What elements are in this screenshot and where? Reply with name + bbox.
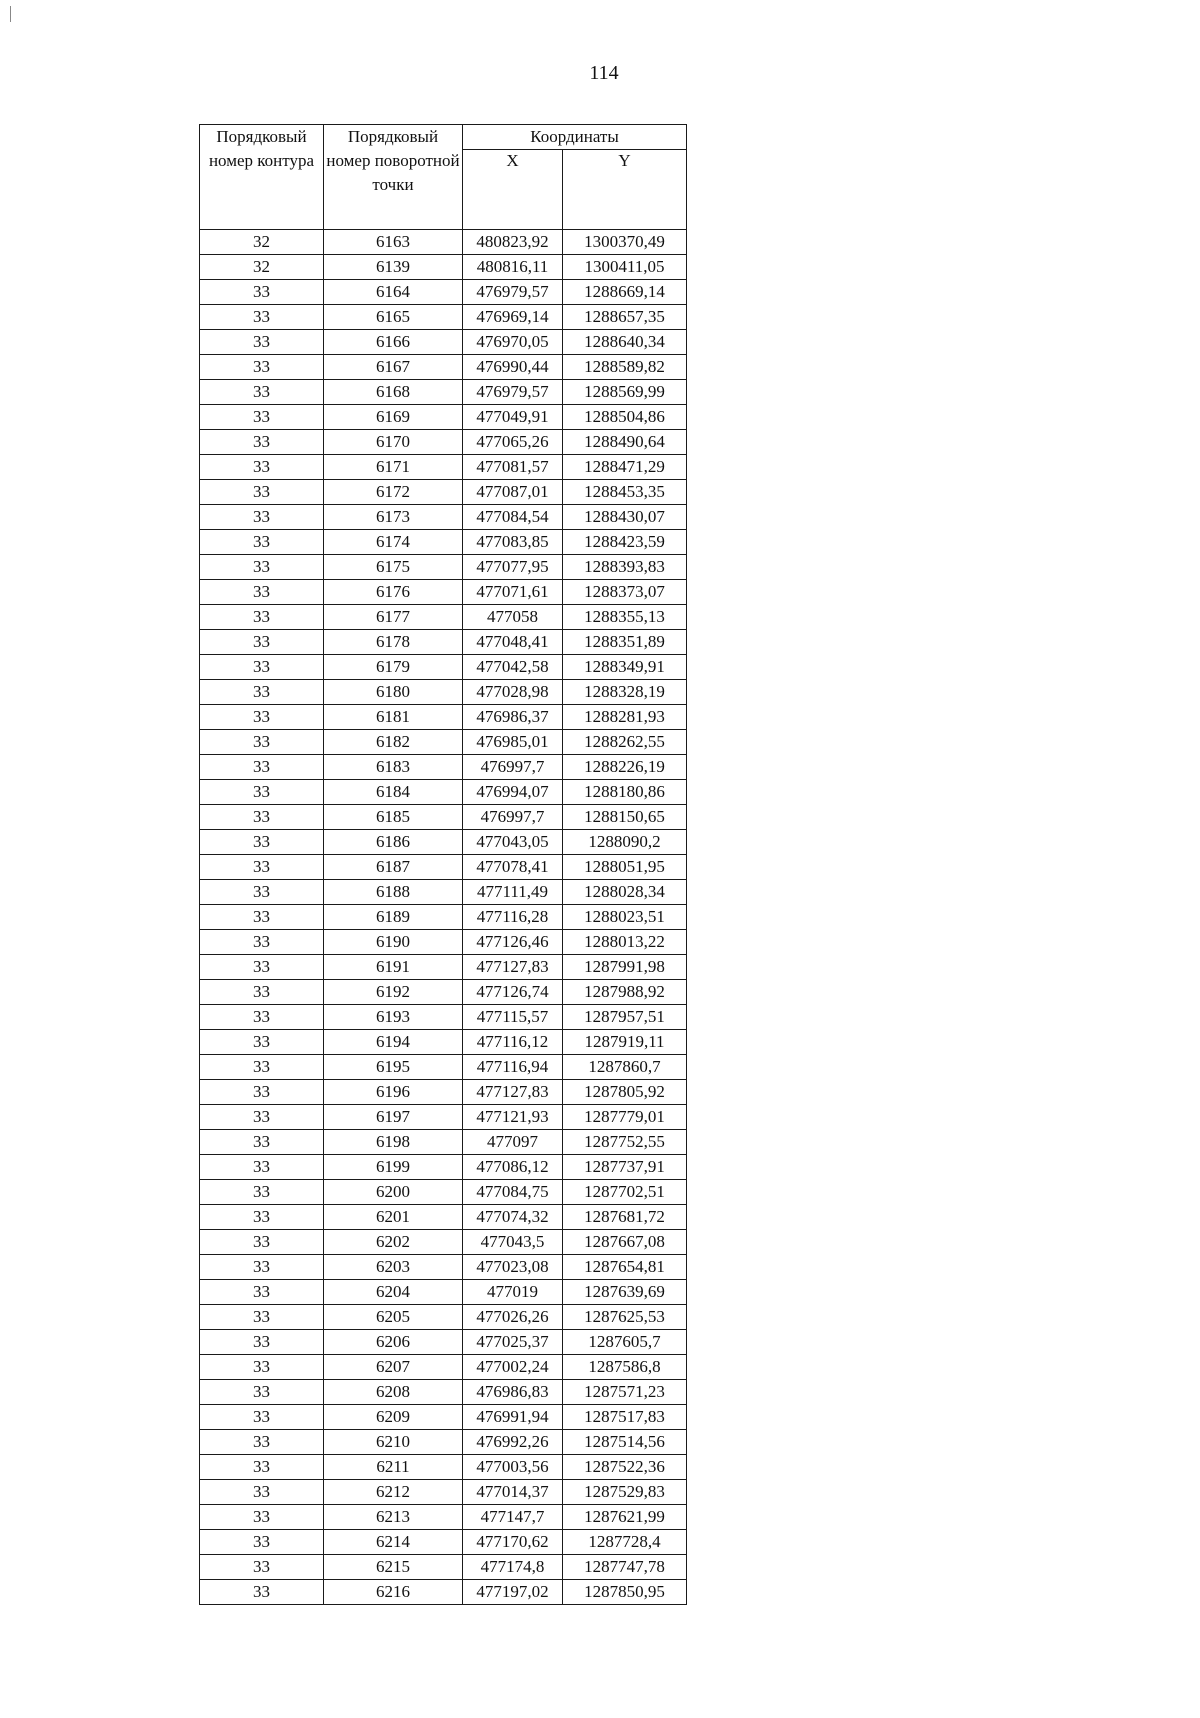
cell-contour-number: 33 bbox=[200, 1555, 324, 1580]
table-row bbox=[200, 630, 687, 655]
cell-point-number: 6182 bbox=[324, 730, 463, 755]
cell-y: 1287850,95 bbox=[563, 1580, 687, 1605]
cell-contour-number: 33 bbox=[200, 480, 324, 505]
cell-contour-number: 33 bbox=[200, 305, 324, 330]
cell-x: 477071,61 bbox=[463, 580, 563, 605]
table-row bbox=[200, 955, 687, 980]
table-row bbox=[200, 705, 687, 730]
cell-x: 477048,41 bbox=[463, 630, 563, 655]
table-row bbox=[200, 1230, 687, 1255]
cell-point-number: 6175 bbox=[324, 555, 463, 580]
cell-y: 1288013,22 bbox=[563, 930, 687, 955]
cell-contour-number: 33 bbox=[200, 1105, 324, 1130]
cell-x: 477077,95 bbox=[463, 555, 563, 580]
cell-x: 477083,85 bbox=[463, 530, 563, 555]
cell-point-number: 6169 bbox=[324, 405, 463, 430]
cell-y: 1288281,93 bbox=[563, 705, 687, 730]
table-row bbox=[200, 1455, 687, 1480]
cell-y: 1288430,07 bbox=[563, 505, 687, 530]
cell-y: 1288028,34 bbox=[563, 880, 687, 905]
cell-contour-number: 33 bbox=[200, 1280, 324, 1305]
cell-x: 476979,57 bbox=[463, 280, 563, 305]
cell-contour-number: 33 bbox=[200, 1480, 324, 1505]
cell-contour-number: 33 bbox=[200, 1430, 324, 1455]
cell-point-number: 6211 bbox=[324, 1455, 463, 1480]
table-row bbox=[200, 755, 687, 780]
table-row bbox=[200, 530, 687, 555]
cell-y: 1288226,19 bbox=[563, 755, 687, 780]
cell-point-number: 6205 bbox=[324, 1305, 463, 1330]
cell-y: 1288640,34 bbox=[563, 330, 687, 355]
cell-contour-number: 33 bbox=[200, 1380, 324, 1405]
cell-contour-number: 33 bbox=[200, 1405, 324, 1430]
cell-point-number: 6168 bbox=[324, 380, 463, 405]
header-contour-number: Порядковый номер контура bbox=[200, 125, 324, 230]
cell-contour-number: 33 bbox=[200, 630, 324, 655]
cell-y: 1287517,83 bbox=[563, 1405, 687, 1430]
table-body bbox=[200, 230, 687, 1605]
cell-y: 1287779,01 bbox=[563, 1105, 687, 1130]
table-row bbox=[200, 305, 687, 330]
cell-x: 476979,57 bbox=[463, 380, 563, 405]
cell-y: 1287957,51 bbox=[563, 1005, 687, 1030]
cell-point-number: 6216 bbox=[324, 1580, 463, 1605]
cell-y: 1288262,55 bbox=[563, 730, 687, 755]
table-row bbox=[200, 1155, 687, 1180]
cell-y: 1287747,78 bbox=[563, 1555, 687, 1580]
cell-point-number: 6188 bbox=[324, 880, 463, 905]
cell-point-number: 6185 bbox=[324, 805, 463, 830]
cell-point-number: 6198 bbox=[324, 1130, 463, 1155]
table-row bbox=[200, 1355, 687, 1380]
cell-x: 477127,83 bbox=[463, 1080, 563, 1105]
table-row bbox=[200, 480, 687, 505]
cell-contour-number: 33 bbox=[200, 905, 324, 930]
cell-x: 477170,62 bbox=[463, 1530, 563, 1555]
coordinates-table bbox=[199, 124, 687, 1605]
cell-point-number: 6214 bbox=[324, 1530, 463, 1555]
cell-point-number: 6184 bbox=[324, 780, 463, 805]
table-row bbox=[200, 830, 687, 855]
cell-contour-number: 33 bbox=[200, 680, 324, 705]
table-header-row bbox=[200, 125, 687, 150]
cell-y: 1288490,64 bbox=[563, 430, 687, 455]
table-row bbox=[200, 230, 687, 255]
cell-contour-number: 33 bbox=[200, 830, 324, 855]
table-row bbox=[200, 330, 687, 355]
cell-x: 476997,7 bbox=[463, 805, 563, 830]
cell-y: 1287667,08 bbox=[563, 1230, 687, 1255]
cell-contour-number: 33 bbox=[200, 505, 324, 530]
cell-contour-number: 33 bbox=[200, 1530, 324, 1555]
cell-x: 477019 bbox=[463, 1280, 563, 1305]
table-row bbox=[200, 1580, 687, 1605]
cell-contour-number: 33 bbox=[200, 730, 324, 755]
table-row bbox=[200, 380, 687, 405]
table-row bbox=[200, 905, 687, 930]
cell-contour-number: 33 bbox=[200, 880, 324, 905]
cell-contour-number: 33 bbox=[200, 605, 324, 630]
cell-x: 477116,12 bbox=[463, 1030, 563, 1055]
cell-point-number: 6180 bbox=[324, 680, 463, 705]
cell-contour-number: 33 bbox=[200, 1230, 324, 1255]
table-row bbox=[200, 855, 687, 880]
cell-x: 476970,05 bbox=[463, 330, 563, 355]
cell-point-number: 6208 bbox=[324, 1380, 463, 1405]
cell-point-number: 6181 bbox=[324, 705, 463, 730]
cell-point-number: 6166 bbox=[324, 330, 463, 355]
cell-y: 1287860,7 bbox=[563, 1055, 687, 1080]
cell-y: 1288090,2 bbox=[563, 830, 687, 855]
cell-y: 1287529,83 bbox=[563, 1480, 687, 1505]
cell-x: 477058 bbox=[463, 605, 563, 630]
cell-contour-number: 33 bbox=[200, 1005, 324, 1030]
cell-x: 477065,26 bbox=[463, 430, 563, 455]
cell-y: 1287605,7 bbox=[563, 1330, 687, 1355]
cell-x: 476997,7 bbox=[463, 755, 563, 780]
cell-contour-number: 33 bbox=[200, 380, 324, 405]
cell-contour-number: 33 bbox=[200, 980, 324, 1005]
cell-point-number: 6207 bbox=[324, 1355, 463, 1380]
cell-point-number: 6176 bbox=[324, 580, 463, 605]
cell-point-number: 6210 bbox=[324, 1430, 463, 1455]
header-coordinates: Координаты bbox=[463, 125, 687, 150]
cell-contour-number: 33 bbox=[200, 780, 324, 805]
cell-point-number: 6206 bbox=[324, 1330, 463, 1355]
table-row bbox=[200, 1555, 687, 1580]
table-row bbox=[200, 355, 687, 380]
table-row bbox=[200, 805, 687, 830]
table-row bbox=[200, 680, 687, 705]
table-row bbox=[200, 1380, 687, 1405]
cell-y: 1287728,4 bbox=[563, 1530, 687, 1555]
cell-contour-number: 33 bbox=[200, 855, 324, 880]
cell-contour-number: 33 bbox=[200, 1355, 324, 1380]
table-row bbox=[200, 1330, 687, 1355]
cell-x: 477023,08 bbox=[463, 1255, 563, 1280]
cell-contour-number: 33 bbox=[200, 1130, 324, 1155]
cell-contour-number: 33 bbox=[200, 930, 324, 955]
cell-y: 1287737,91 bbox=[563, 1155, 687, 1180]
cell-point-number: 6212 bbox=[324, 1480, 463, 1505]
table-row bbox=[200, 1255, 687, 1280]
cell-contour-number: 33 bbox=[200, 1505, 324, 1530]
cell-point-number: 6164 bbox=[324, 280, 463, 305]
cell-point-number: 6174 bbox=[324, 530, 463, 555]
cell-y: 1288589,82 bbox=[563, 355, 687, 380]
cell-contour-number: 33 bbox=[200, 455, 324, 480]
cell-point-number: 6191 bbox=[324, 955, 463, 980]
cell-x: 477121,93 bbox=[463, 1105, 563, 1130]
cell-point-number: 6215 bbox=[324, 1555, 463, 1580]
cell-y: 1287805,92 bbox=[563, 1080, 687, 1105]
cell-x: 477127,83 bbox=[463, 955, 563, 980]
cell-contour-number: 33 bbox=[200, 755, 324, 780]
cell-contour-number: 33 bbox=[200, 1255, 324, 1280]
table-row bbox=[200, 1205, 687, 1230]
cell-x: 477087,01 bbox=[463, 480, 563, 505]
cell-contour-number: 33 bbox=[200, 405, 324, 430]
cell-x: 480816,11 bbox=[463, 255, 563, 280]
cell-contour-number: 33 bbox=[200, 1205, 324, 1230]
cell-x: 476994,07 bbox=[463, 780, 563, 805]
cell-x: 476986,83 bbox=[463, 1380, 563, 1405]
cell-contour-number: 33 bbox=[200, 1155, 324, 1180]
cell-point-number: 6183 bbox=[324, 755, 463, 780]
cell-x: 477084,54 bbox=[463, 505, 563, 530]
cell-y: 1288373,07 bbox=[563, 580, 687, 605]
cell-contour-number: 33 bbox=[200, 355, 324, 380]
cell-y: 1288051,95 bbox=[563, 855, 687, 880]
cell-point-number: 6178 bbox=[324, 630, 463, 655]
cell-x: 477084,75 bbox=[463, 1180, 563, 1205]
cell-point-number: 6167 bbox=[324, 355, 463, 380]
cell-x: 476986,37 bbox=[463, 705, 563, 730]
cell-y: 1287991,98 bbox=[563, 955, 687, 980]
table-row bbox=[200, 1080, 687, 1105]
header-point-number: Порядковый номер поворотной точки bbox=[324, 125, 463, 230]
cell-x: 477174,8 bbox=[463, 1555, 563, 1580]
cell-y: 1287681,72 bbox=[563, 1205, 687, 1230]
cell-point-number: 6187 bbox=[324, 855, 463, 880]
table-row bbox=[200, 455, 687, 480]
cell-contour-number: 33 bbox=[200, 330, 324, 355]
cell-x: 477111,49 bbox=[463, 880, 563, 905]
cell-y: 1288393,83 bbox=[563, 555, 687, 580]
cell-y: 1287621,99 bbox=[563, 1505, 687, 1530]
header-y: Y bbox=[563, 150, 687, 230]
cell-contour-number: 33 bbox=[200, 430, 324, 455]
cell-y: 1287522,36 bbox=[563, 1455, 687, 1480]
cell-point-number: 6193 bbox=[324, 1005, 463, 1030]
cell-contour-number: 33 bbox=[200, 1455, 324, 1480]
cell-y: 1288504,86 bbox=[563, 405, 687, 430]
cell-point-number: 6201 bbox=[324, 1205, 463, 1230]
cell-x: 476990,44 bbox=[463, 355, 563, 380]
table-row bbox=[200, 655, 687, 680]
page-number: 114 bbox=[589, 62, 619, 84]
cell-point-number: 6196 bbox=[324, 1080, 463, 1105]
cell-y: 1288423,59 bbox=[563, 530, 687, 555]
cell-x: 477147,7 bbox=[463, 1505, 563, 1530]
table-row bbox=[200, 1480, 687, 1505]
cell-y: 1287988,92 bbox=[563, 980, 687, 1005]
cell-y: 1287752,55 bbox=[563, 1130, 687, 1155]
cell-x: 477197,02 bbox=[463, 1580, 563, 1605]
cell-point-number: 6173 bbox=[324, 505, 463, 530]
table-row bbox=[200, 930, 687, 955]
cell-x: 480823,92 bbox=[463, 230, 563, 255]
table-row bbox=[200, 1030, 687, 1055]
cell-point-number: 6197 bbox=[324, 1105, 463, 1130]
table-row bbox=[200, 1130, 687, 1155]
cell-y: 1288180,86 bbox=[563, 780, 687, 805]
table-row bbox=[200, 1530, 687, 1555]
cell-x: 477042,58 bbox=[463, 655, 563, 680]
cell-y: 1287702,51 bbox=[563, 1180, 687, 1205]
cell-point-number: 6199 bbox=[324, 1155, 463, 1180]
cell-point-number: 6209 bbox=[324, 1405, 463, 1430]
cell-y: 1287514,56 bbox=[563, 1430, 687, 1455]
table-row bbox=[200, 1055, 687, 1080]
header-x: X bbox=[463, 150, 563, 230]
cell-point-number: 6213 bbox=[324, 1505, 463, 1530]
cell-point-number: 6194 bbox=[324, 1030, 463, 1055]
cell-x: 477081,57 bbox=[463, 455, 563, 480]
cell-x: 476991,94 bbox=[463, 1405, 563, 1430]
cell-x: 477126,74 bbox=[463, 980, 563, 1005]
table-row bbox=[200, 880, 687, 905]
table-row bbox=[200, 555, 687, 580]
cell-y: 1288351,89 bbox=[563, 630, 687, 655]
table-row bbox=[200, 1105, 687, 1130]
table-row bbox=[200, 1405, 687, 1430]
cell-y: 1287571,23 bbox=[563, 1380, 687, 1405]
cell-contour-number: 33 bbox=[200, 1055, 324, 1080]
table-row bbox=[200, 1180, 687, 1205]
cell-contour-number: 33 bbox=[200, 805, 324, 830]
cell-y: 1288349,91 bbox=[563, 655, 687, 680]
cell-contour-number: 32 bbox=[200, 230, 324, 255]
cell-y: 1288471,29 bbox=[563, 455, 687, 480]
cell-contour-number: 33 bbox=[200, 1305, 324, 1330]
cell-x: 476969,14 bbox=[463, 305, 563, 330]
cell-x: 477049,91 bbox=[463, 405, 563, 430]
cell-contour-number: 33 bbox=[200, 555, 324, 580]
cell-contour-number: 33 bbox=[200, 280, 324, 305]
cell-y: 1287625,53 bbox=[563, 1305, 687, 1330]
cell-x: 477116,28 bbox=[463, 905, 563, 930]
cell-contour-number: 33 bbox=[200, 1330, 324, 1355]
cell-x: 477025,37 bbox=[463, 1330, 563, 1355]
cell-x: 477014,37 bbox=[463, 1480, 563, 1505]
scan-mark bbox=[10, 6, 11, 22]
cell-point-number: 6190 bbox=[324, 930, 463, 955]
cell-contour-number: 33 bbox=[200, 705, 324, 730]
cell-point-number: 6170 bbox=[324, 430, 463, 455]
cell-contour-number: 33 bbox=[200, 580, 324, 605]
table-row bbox=[200, 980, 687, 1005]
cell-x: 477078,41 bbox=[463, 855, 563, 880]
table-row bbox=[200, 780, 687, 805]
table-row bbox=[200, 1005, 687, 1030]
cell-point-number: 6195 bbox=[324, 1055, 463, 1080]
cell-x: 477086,12 bbox=[463, 1155, 563, 1180]
cell-y: 1288657,35 bbox=[563, 305, 687, 330]
cell-y: 1300411,05 bbox=[563, 255, 687, 280]
table-row bbox=[200, 605, 687, 630]
cell-y: 1300370,49 bbox=[563, 230, 687, 255]
table-row bbox=[200, 405, 687, 430]
cell-y: 1288150,65 bbox=[563, 805, 687, 830]
cell-contour-number: 33 bbox=[200, 1180, 324, 1205]
cell-x: 477115,57 bbox=[463, 1005, 563, 1030]
table-row bbox=[200, 1430, 687, 1455]
table-row bbox=[200, 430, 687, 455]
table-row bbox=[200, 280, 687, 305]
cell-point-number: 6202 bbox=[324, 1230, 463, 1255]
cell-point-number: 6200 bbox=[324, 1180, 463, 1205]
cell-x: 477097 bbox=[463, 1130, 563, 1155]
cell-y: 1287919,11 bbox=[563, 1030, 687, 1055]
table-row bbox=[200, 505, 687, 530]
cell-y: 1287654,81 bbox=[563, 1255, 687, 1280]
cell-y: 1288355,13 bbox=[563, 605, 687, 630]
cell-x: 477003,56 bbox=[463, 1455, 563, 1480]
cell-x: 477043,5 bbox=[463, 1230, 563, 1255]
cell-point-number: 6186 bbox=[324, 830, 463, 855]
cell-contour-number: 33 bbox=[200, 955, 324, 980]
cell-point-number: 6177 bbox=[324, 605, 463, 630]
cell-contour-number: 33 bbox=[200, 530, 324, 555]
cell-y: 1287586,8 bbox=[563, 1355, 687, 1380]
cell-y: 1288328,19 bbox=[563, 680, 687, 705]
cell-y: 1288023,51 bbox=[563, 905, 687, 930]
cell-point-number: 6189 bbox=[324, 905, 463, 930]
cell-y: 1287639,69 bbox=[563, 1280, 687, 1305]
cell-point-number: 6172 bbox=[324, 480, 463, 505]
cell-x: 476985,01 bbox=[463, 730, 563, 755]
cell-x: 477043,05 bbox=[463, 830, 563, 855]
cell-point-number: 6171 bbox=[324, 455, 463, 480]
cell-point-number: 6203 bbox=[324, 1255, 463, 1280]
cell-x: 477116,94 bbox=[463, 1055, 563, 1080]
table-row bbox=[200, 255, 687, 280]
table-row bbox=[200, 730, 687, 755]
cell-contour-number: 32 bbox=[200, 255, 324, 280]
cell-x: 476992,26 bbox=[463, 1430, 563, 1455]
cell-point-number: 6139 bbox=[324, 255, 463, 280]
cell-x: 477002,24 bbox=[463, 1355, 563, 1380]
cell-y: 1288569,99 bbox=[563, 380, 687, 405]
cell-contour-number: 33 bbox=[200, 1580, 324, 1605]
cell-y: 1288453,35 bbox=[563, 480, 687, 505]
cell-point-number: 6204 bbox=[324, 1280, 463, 1305]
cell-point-number: 6192 bbox=[324, 980, 463, 1005]
cell-point-number: 6165 bbox=[324, 305, 463, 330]
cell-point-number: 6163 bbox=[324, 230, 463, 255]
table-row bbox=[200, 1280, 687, 1305]
cell-x: 477026,26 bbox=[463, 1305, 563, 1330]
cell-contour-number: 33 bbox=[200, 1030, 324, 1055]
cell-point-number: 6179 bbox=[324, 655, 463, 680]
cell-x: 477074,32 bbox=[463, 1205, 563, 1230]
cell-contour-number: 33 bbox=[200, 655, 324, 680]
cell-x: 477126,46 bbox=[463, 930, 563, 955]
table-row bbox=[200, 580, 687, 605]
cell-y: 1288669,14 bbox=[563, 280, 687, 305]
cell-contour-number: 33 bbox=[200, 1080, 324, 1105]
cell-x: 477028,98 bbox=[463, 680, 563, 705]
table-row bbox=[200, 1505, 687, 1530]
table-row bbox=[200, 1305, 687, 1330]
